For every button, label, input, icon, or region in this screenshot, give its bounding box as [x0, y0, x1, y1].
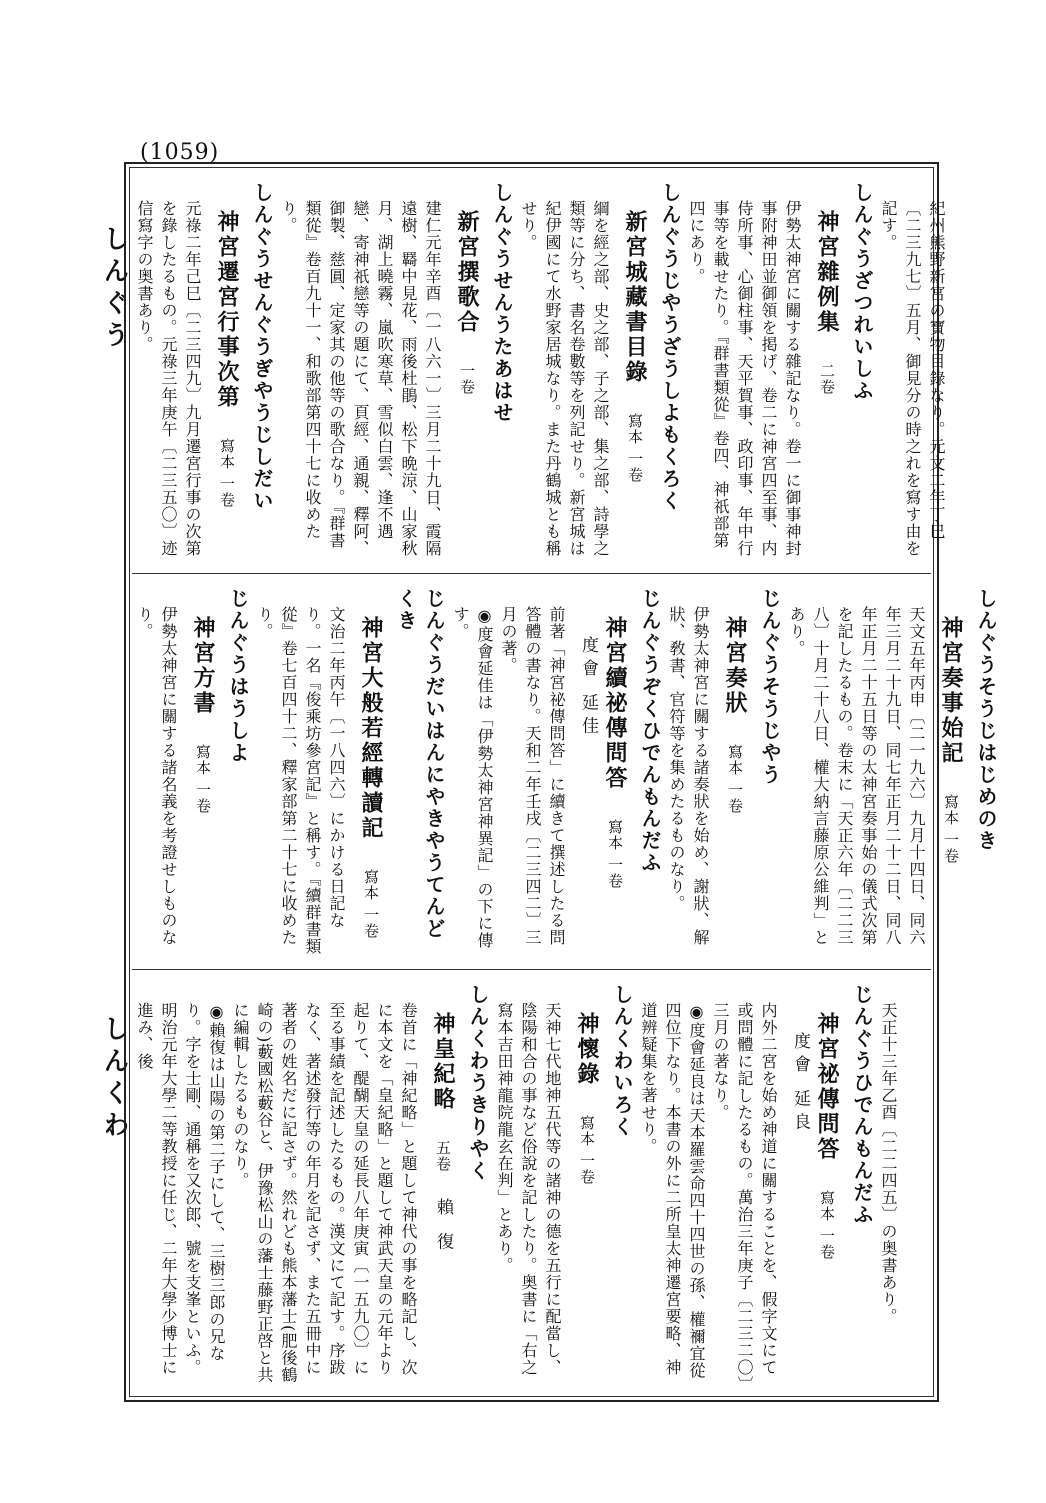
- entry-heading: [212, 210, 242, 565]
- entry-body: 内外二宮を始め神道に關することを、假字文にて或問體に記したるもの。萬治三年庚子〔二三二〇〕三月の著なり。: [711, 1002, 778, 1385]
- entry-author: 賴 復: [433, 1198, 453, 1256]
- entry-heading: [572, 1012, 602, 1388]
- entry-body: 伊勢太神宮に關する諸名義を考證せしものなり。: [135, 606, 178, 946]
- entry-kana: しんくわいろく: [610, 984, 634, 1138]
- entry-volume: 五卷: [434, 1140, 452, 1173]
- entry-heading: [356, 616, 386, 961]
- entry-volume: 一卷: [458, 363, 476, 396]
- entry-heading: [788, 1012, 842, 1388]
- dictionary-frame: [124, 162, 998, 1402]
- entry-title: 神宮續祕傳問答: [602, 616, 628, 791]
- entry-volume: 寫本 一卷: [362, 869, 380, 939]
- entry-volume: 寫本 一卷: [218, 438, 236, 508]
- entry-kana: しんぐうざつれいしふ: [850, 182, 874, 402]
- entry-kana: じんぐうそうじやう: [758, 588, 782, 786]
- entry-kana: じんぐうぞくひでんもんだふ: [638, 588, 662, 874]
- entry-heading: [452, 210, 482, 565]
- entry-title: 神宮奏事始記: [938, 616, 964, 766]
- entry-note: ◉度會延良は天本羅雲命四十四世の孫、權禰宜從四位下なり。本書の外に二所皇太神遷宮要略、神道辨疑集を著せり。: [639, 1002, 706, 1379]
- section-middle: [132, 576, 998, 970]
- section-column: [132, 576, 1008, 969]
- section-top: [132, 170, 946, 574]
- section-column: [132, 170, 956, 573]
- entry-heading: [936, 616, 966, 961]
- entry-kana: しんくわうきりやく: [466, 984, 490, 1182]
- entry-heading: [720, 616, 750, 961]
- entry-volume: 寫本 一卷: [942, 794, 960, 864]
- entry-body: 伊勢太神宮に關する雜記なり。卷一に御事神封事附神田並御領を掲げ、卷二に神宮四至事、内侍所事、心御柱事、天平賀事、政印事、年中行事等を載せたり。『群書類從』卷四、神祇部第四にあり。: [687, 200, 802, 557]
- entry-body: 綱を經之部、史之部、子之部、集之部、詩學之類等に分ち、書名卷數等を列記せり。新宮城は紀伊國にて水野家居城なり。また丹鶴城とも稱せり。: [519, 200, 610, 557]
- entry-body: 天神七代地神五代等の諸神の德を五行に配當し、陰陽和合の事など俗說を記したり。奥書に「右之寫本吉田神龍院龍玄在判」とあり。: [495, 1002, 562, 1376]
- entry-volume: 寫本 一卷: [818, 1190, 836, 1260]
- page-number: (1059): [140, 140, 220, 165]
- entry-body: 前著「神宮祕傳問答」に續きて撰述したる問答體の書なり。天和二年壬戌〔二三四二〕三月の著。: [499, 606, 566, 946]
- entry-body: 建仁元年辛酉〔一八六一〕三月二十九日、霞隔遠樹、羇中見花、雨後杜鵑、松下晩涼、山家秋月、湖上曉霧、嵐吹寒草、雪似白雲、逢不遇戀、寄神祇戀等の題にて、頁經、通親、釋阿、御製、慈圓、定家其の他等の歌合なり。『群書類從』卷百九十一、和歌部第四十七に收めたり。: [279, 200, 442, 557]
- entry-heading: [620, 210, 650, 565]
- entry-kana: じんぐうはうしよ: [226, 588, 250, 764]
- section-column: [132, 972, 908, 1396]
- entry-title: 神宮遷宮行事次第: [214, 210, 240, 410]
- entry-title: 神皇紀略: [430, 1012, 456, 1112]
- entry-title: 神宮方書: [190, 616, 216, 716]
- entry-body: 天文五年丙申〔二一九六〕九月十四日、同六年三月二十九日、同七年正月二十二日、同八年正月二十五日等の太神宮奏事始の儀式次第を記したるもの。卷末に「天正六年〔二二三八〕十月二十八日、權大納言藤原公維判」とあり。: [787, 606, 926, 946]
- entry-title: 新宮撰歌合: [454, 210, 480, 335]
- entry-body: 伊勢太神宮に關する諸奏狀を始め、謝狀、解狀、敎書、官符等を集めたるものなり。: [667, 606, 710, 946]
- entry-title: 新宮城藏書目錄: [622, 210, 648, 385]
- side-label-top: しんぐう: [99, 225, 129, 353]
- entry-kana: じんぐうだいはんにやきやうてんどくき: [394, 588, 446, 940]
- entry-body: 紀州熊野新宮の寶物目錄なり。元文二年丁巳〔二三九七〕五月、御見分の時之れを寫す由を記す。: [879, 200, 946, 557]
- entry-author: 度會 延佳: [578, 636, 598, 740]
- entry-volume: 寫本 一卷: [606, 819, 624, 889]
- section-bottom: [132, 972, 931, 1396]
- entry-title: 神懷錄: [574, 1012, 600, 1087]
- entry-title: 神宮祕傳問答: [814, 1012, 840, 1162]
- entry-volume: 寫本 一卷: [578, 1115, 596, 1185]
- entry-note: ◉賴復は山陽の第二子にして、三樹三郎の兄なり。字を士剛、通稱を又次郎、號を支峯といふ。明治元年大學二等教授に任じ、二年大學少博士に進み、後: [135, 1002, 226, 1376]
- entry-kana: しんぐうせんぐうぎやうじしだい: [250, 182, 274, 512]
- entry-volume: 寫本 一卷: [726, 744, 744, 814]
- entry-body: 天正十三年乙酉〔二二四五〕の奥書あり。: [879, 1002, 898, 1325]
- entry-kana: じんぐうひでんもんだふ: [850, 984, 874, 1226]
- entry-title: 神宮奏狀: [722, 616, 748, 716]
- entry-volume: 二卷: [818, 363, 836, 396]
- entry-author: 度會 延良: [790, 1032, 810, 1136]
- entry-kana: しんぐうそうじはじめのき: [974, 588, 998, 852]
- entry-title: 神宮雜例集: [814, 210, 840, 335]
- entry-heading: [576, 616, 630, 961]
- entry-title: 神宮大般若經轉讀記: [358, 616, 384, 841]
- entry-kana: しんぐうせんうたあはせ: [490, 182, 514, 424]
- entry-kana: しんぐうじやうざうしよもくろく: [658, 182, 682, 512]
- entry-body: 卷首に「神紀略」と題して神代の事を略記し、次に本文を「皇紀略」と題して神武天皇の元年より起りて、醍醐天皇の延長八年庚寅〔一五九〇〕に至る事績を記述したるもの。漢文にて記す。序跋なく、著述發行等の年月を記さず、また五冊中に著者の姓名だに記さず。然れども熊本藩士(肥後鶴崎の)藪國松藪谷と、伊豫松山の藩士藤野正啓と共に編輯したるものなり。: [231, 1002, 418, 1384]
- entry-volume: 寫本 一卷: [194, 744, 212, 814]
- entry-heading: [188, 616, 218, 961]
- entry-volume: 寫本 一卷: [626, 413, 644, 483]
- entry-body: 元祿二年己巳〔二三四九〕九月遷宮行事の次第を錄したるもの。元祿三年庚午〔二三五〇〕迹信寫字の奥書あり。: [135, 200, 202, 557]
- entry-heading: [812, 210, 842, 565]
- entry-heading: [428, 1012, 458, 1388]
- entry-note: ◉度會延佳は「伊勢太神宮神異記」の下に傳す。: [451, 606, 494, 949]
- entry-body: 文治二年丙午〔一八四六〕にかける日記なり。一名『俊乘坊參宮記』と稱す。『續群書類從』卷七百四十二、釋家部第二十七に收めたり。: [255, 606, 346, 955]
- side-label-bottom: しんくわ: [99, 1015, 129, 1143]
